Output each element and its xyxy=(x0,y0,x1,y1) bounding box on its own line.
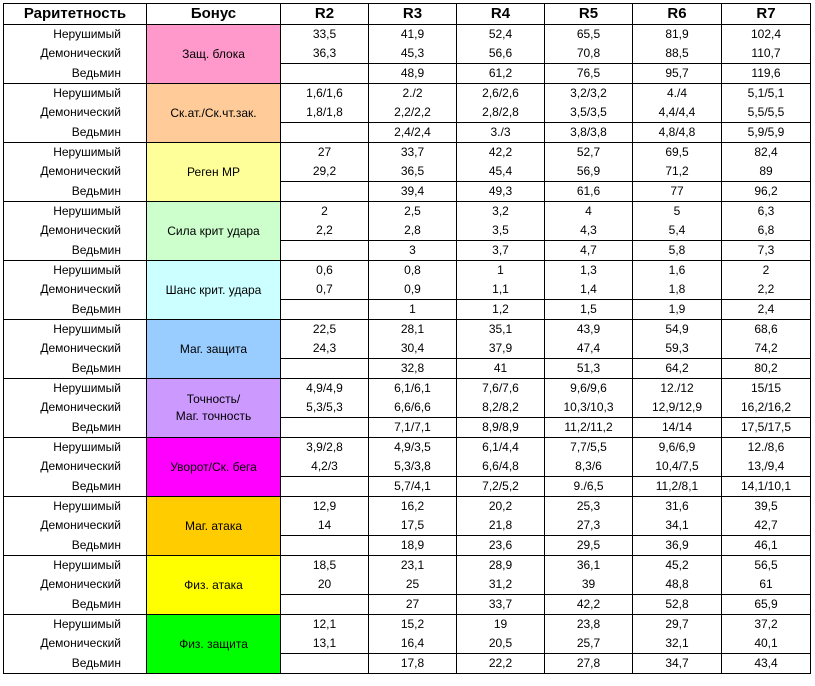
value-cell-r2 xyxy=(281,359,369,379)
value-cell-r4: 3./3 xyxy=(457,123,545,143)
value-cell-r3: 5,3/3,8 xyxy=(369,457,457,477)
value-cell-r2: 5,3/5,3 xyxy=(281,398,369,418)
value-cell-r2 xyxy=(281,123,369,143)
table-row xyxy=(4,359,811,379)
value-cell-r4: 1 xyxy=(457,261,545,281)
value-cell-r2 xyxy=(281,300,369,320)
value-cell-r2: 12,1 xyxy=(281,615,369,635)
table-row xyxy=(4,143,811,163)
value-cell-r3: 2,8 xyxy=(369,221,457,241)
rarity-cell: Ведьмин xyxy=(4,64,147,84)
value-cell-r7: 14,1/10,1 xyxy=(722,477,811,497)
value-cell-r7: 96,2 xyxy=(722,182,811,202)
rarity-cell: Ведьмин xyxy=(4,477,147,497)
value-cell-r6: 5,4 xyxy=(633,221,722,241)
value-cell-r3: 4,9/3,5 xyxy=(369,438,457,458)
value-cell-r2 xyxy=(281,654,369,674)
value-cell-r3: 6,6/6,6 xyxy=(369,398,457,418)
value-cell-r5: 4 xyxy=(545,202,633,222)
value-cell-r6: 34,7 xyxy=(633,654,722,674)
value-cell-r2: 2,2 xyxy=(281,221,369,241)
value-cell-r2: 20 xyxy=(281,575,369,595)
value-cell-r5: 47,4 xyxy=(545,339,633,359)
value-cell-r6: 54,9 xyxy=(633,320,722,340)
value-cell-r5: 4,7 xyxy=(545,241,633,261)
table-row xyxy=(4,497,811,517)
value-cell-r4: 22,2 xyxy=(457,654,545,674)
bonus-table xyxy=(3,3,811,674)
value-cell-r2 xyxy=(281,182,369,202)
header-r6: R6 xyxy=(633,4,722,25)
value-cell-r7: 102,4 xyxy=(722,25,811,45)
value-cell-r5: 23,8 xyxy=(545,615,633,635)
value-cell-r2 xyxy=(281,536,369,556)
value-cell-r7: 5,9/5,9 xyxy=(722,123,811,143)
value-cell-r4: 45,4 xyxy=(457,162,545,182)
table-row xyxy=(4,162,811,182)
table-row xyxy=(4,300,811,320)
rarity-cell: Демонический xyxy=(4,516,147,536)
value-cell-r4: 33,7 xyxy=(457,595,545,615)
value-cell-r4: 20,2 xyxy=(457,497,545,517)
value-cell-r2: 33,5 xyxy=(281,25,369,45)
value-cell-r4: 7,6/7,6 xyxy=(457,379,545,399)
value-cell-r4: 37,9 xyxy=(457,339,545,359)
value-cell-r3: 2,2/2,2 xyxy=(369,103,457,123)
value-cell-r2: 29,2 xyxy=(281,162,369,182)
value-cell-r3: 16,4 xyxy=(369,634,457,654)
value-cell-r6: 5,8 xyxy=(633,241,722,261)
value-cell-r7: 82,4 xyxy=(722,143,811,163)
value-cell-r4: 3,5 xyxy=(457,221,545,241)
value-cell-r6: 48,8 xyxy=(633,575,722,595)
value-cell-r7: 2,2 xyxy=(722,280,811,300)
value-cell-r3: 32,8 xyxy=(369,359,457,379)
value-cell-r6: 59,3 xyxy=(633,339,722,359)
value-cell-r3: 17,5 xyxy=(369,516,457,536)
rarity-cell: Демонический xyxy=(4,280,147,300)
value-cell-r2 xyxy=(281,418,369,438)
value-cell-r4: 8,9/8,9 xyxy=(457,418,545,438)
value-cell-r2 xyxy=(281,241,369,261)
rarity-cell: Демонический xyxy=(4,162,147,182)
value-cell-r6: 1,6 xyxy=(633,261,722,281)
value-cell-r7: 74,2 xyxy=(722,339,811,359)
header-r5: R5 xyxy=(545,4,633,25)
value-cell-r3: 39,4 xyxy=(369,182,457,202)
value-cell-r4: 31,2 xyxy=(457,575,545,595)
value-cell-r4: 61,2 xyxy=(457,64,545,84)
table-row xyxy=(4,634,811,654)
value-cell-r3: 0,8 xyxy=(369,261,457,281)
value-cell-r6: 34,1 xyxy=(633,516,722,536)
value-cell-r4: 49,3 xyxy=(457,182,545,202)
header-r3: R3 xyxy=(369,4,457,25)
value-cell-r4: 8,2/8,2 xyxy=(457,398,545,418)
value-cell-r3: 2,5 xyxy=(369,202,457,222)
rarity-cell: Нерушимый xyxy=(4,615,147,635)
rarity-cell: Демонический xyxy=(4,457,147,477)
rarity-cell: Ведьмин xyxy=(4,536,147,556)
rarity-cell: Нерушимый xyxy=(4,202,147,222)
table-row xyxy=(4,339,811,359)
rarity-cell: Ведьмин xyxy=(4,654,147,674)
table-row xyxy=(4,103,811,123)
value-cell-r4: 28,9 xyxy=(457,556,545,576)
header-row xyxy=(4,4,811,25)
value-cell-r7: 7,3 xyxy=(722,241,811,261)
value-cell-r3: 2,4/2,4 xyxy=(369,123,457,143)
value-cell-r5: 27,3 xyxy=(545,516,633,536)
bonus-cell: Ск.ат./Ск.чт.зак. xyxy=(147,84,281,143)
value-cell-r4: 20,5 xyxy=(457,634,545,654)
rarity-cell: Демонический xyxy=(4,575,147,595)
value-cell-r5: 36,1 xyxy=(545,556,633,576)
table-row xyxy=(4,44,811,64)
rarity-cell: Нерушимый xyxy=(4,261,147,281)
value-cell-r7: 61 xyxy=(722,575,811,595)
value-cell-r5: 76,5 xyxy=(545,64,633,84)
bonus-cell: Физ. атака xyxy=(147,556,281,615)
table-row xyxy=(4,398,811,418)
value-cell-r5: 9,6/9,6 xyxy=(545,379,633,399)
value-cell-r6: 4./4 xyxy=(633,84,722,104)
value-cell-r4: 56,6 xyxy=(457,44,545,64)
value-cell-r3: 33,7 xyxy=(369,143,457,163)
rarity-cell: Нерушимый xyxy=(4,379,147,399)
value-cell-r2: 24,3 xyxy=(281,339,369,359)
rarity-cell: Ведьмин xyxy=(4,359,147,379)
value-cell-r7: 80,2 xyxy=(722,359,811,379)
value-cell-r7: 5,1/5,1 xyxy=(722,84,811,104)
rarity-cell: Нерушимый xyxy=(4,438,147,458)
value-cell-r7: 2 xyxy=(722,261,811,281)
bonus-cell: Маг. защита xyxy=(147,320,281,379)
header-r2: R2 xyxy=(281,4,369,25)
value-cell-r4: 1,1 xyxy=(457,280,545,300)
value-cell-r5: 42,2 xyxy=(545,595,633,615)
value-cell-r5: 65,5 xyxy=(545,25,633,45)
table-row xyxy=(4,241,811,261)
rarity-cell: Ведьмин xyxy=(4,300,147,320)
value-cell-r4: 52,4 xyxy=(457,25,545,45)
value-cell-r7: 37,2 xyxy=(722,615,811,635)
value-cell-r3: 2./2 xyxy=(369,84,457,104)
table-row xyxy=(4,84,811,104)
rarity-cell: Демонический xyxy=(4,44,147,64)
value-cell-r7: 68,6 xyxy=(722,320,811,340)
header-r4: R4 xyxy=(457,4,545,25)
value-cell-r6: 32,1 xyxy=(633,634,722,654)
rarity-cell: Демонический xyxy=(4,339,147,359)
bonus-cell: Точность/ Маг. точность xyxy=(147,379,281,438)
value-cell-r4: 1,2 xyxy=(457,300,545,320)
header-rarity: Раритетность xyxy=(4,4,147,25)
value-cell-r3: 30,4 xyxy=(369,339,457,359)
value-cell-r2: 36,3 xyxy=(281,44,369,64)
value-cell-r4: 2,8/2,8 xyxy=(457,103,545,123)
value-cell-r4: 3,7 xyxy=(457,241,545,261)
table-body xyxy=(4,25,811,674)
value-cell-r6: 69,5 xyxy=(633,143,722,163)
value-cell-r2: 22,5 xyxy=(281,320,369,340)
rarity-cell: Нерушимый xyxy=(4,84,147,104)
table-row xyxy=(4,575,811,595)
value-cell-r5: 1,4 xyxy=(545,280,633,300)
value-cell-r7: 46,1 xyxy=(722,536,811,556)
value-cell-r3: 36,5 xyxy=(369,162,457,182)
value-cell-r3: 41,9 xyxy=(369,25,457,45)
rarity-cell: Нерушимый xyxy=(4,556,147,576)
table-row xyxy=(4,123,811,143)
bonus-cell: Сила крит удара xyxy=(147,202,281,261)
value-cell-r4: 23,6 xyxy=(457,536,545,556)
value-cell-r5: 1,5 xyxy=(545,300,633,320)
value-cell-r5: 1,3 xyxy=(545,261,633,281)
value-cell-r2: 18,5 xyxy=(281,556,369,576)
value-cell-r7: 6,8 xyxy=(722,221,811,241)
value-cell-r6: 36,9 xyxy=(633,536,722,556)
value-cell-r7: 17,5/17,5 xyxy=(722,418,811,438)
value-cell-r5: 25,3 xyxy=(545,497,633,517)
value-cell-r2: 1,8/1,8 xyxy=(281,103,369,123)
table-row xyxy=(4,379,811,399)
value-cell-r6: 1,9 xyxy=(633,300,722,320)
value-cell-r2: 14 xyxy=(281,516,369,536)
table-row xyxy=(4,202,811,222)
value-cell-r3: 28,1 xyxy=(369,320,457,340)
table-row xyxy=(4,457,811,477)
value-cell-r3: 3 xyxy=(369,241,457,261)
bonus-cell: Шанс крит. удара xyxy=(147,261,281,320)
table-row xyxy=(4,320,811,340)
rarity-cell: Ведьмин xyxy=(4,595,147,615)
table-row xyxy=(4,64,811,84)
value-cell-r5: 4,3 xyxy=(545,221,633,241)
value-cell-r7: 16,2/16,2 xyxy=(722,398,811,418)
value-cell-r6: 45,2 xyxy=(633,556,722,576)
rarity-cell: Демонический xyxy=(4,221,147,241)
rarity-cell: Нерушимый xyxy=(4,25,147,45)
value-cell-r3: 48,9 xyxy=(369,64,457,84)
value-cell-r7: 110,7 xyxy=(722,44,811,64)
table-row xyxy=(4,556,811,576)
value-cell-r3: 7,1/7,1 xyxy=(369,418,457,438)
value-cell-r5: 3,8/3,8 xyxy=(545,123,633,143)
bonus-cell: Реген МР xyxy=(147,143,281,202)
value-cell-r5: 70,8 xyxy=(545,44,633,64)
value-cell-r6: 10,4/7,5 xyxy=(633,457,722,477)
value-cell-r2: 13,1 xyxy=(281,634,369,654)
value-cell-r4: 42,2 xyxy=(457,143,545,163)
value-cell-r7: 42,7 xyxy=(722,516,811,536)
value-cell-r3: 5,7/4,1 xyxy=(369,477,457,497)
bonus-cell: Маг. атака xyxy=(147,497,281,556)
value-cell-r6: 5 xyxy=(633,202,722,222)
table-row xyxy=(4,654,811,674)
value-cell-r3: 1 xyxy=(369,300,457,320)
value-cell-r4: 21,8 xyxy=(457,516,545,536)
rarity-cell: Нерушимый xyxy=(4,320,147,340)
value-cell-r5: 7,7/5,5 xyxy=(545,438,633,458)
value-cell-r4: 7,2/5,2 xyxy=(457,477,545,497)
table-row xyxy=(4,615,811,635)
value-cell-r7: 12./8,6 xyxy=(722,438,811,458)
value-cell-r5: 52,7 xyxy=(545,143,633,163)
value-cell-r6: 88,5 xyxy=(633,44,722,64)
value-cell-r3: 45,3 xyxy=(369,44,457,64)
value-cell-r3: 0,9 xyxy=(369,280,457,300)
value-cell-r6: 12,9/12,9 xyxy=(633,398,722,418)
value-cell-r7: 56,5 xyxy=(722,556,811,576)
value-cell-r5: 10,3/10,3 xyxy=(545,398,633,418)
value-cell-r4: 3,2 xyxy=(457,202,545,222)
value-cell-r5: 61,6 xyxy=(545,182,633,202)
value-cell-r6: 4,8/4,8 xyxy=(633,123,722,143)
rarity-cell: Ведьмин xyxy=(4,182,147,202)
value-cell-r2: 27 xyxy=(281,143,369,163)
value-cell-r7: 65,9 xyxy=(722,595,811,615)
value-cell-r4: 19 xyxy=(457,615,545,635)
value-cell-r5: 27,8 xyxy=(545,654,633,674)
value-cell-r7: 40,1 xyxy=(722,634,811,654)
value-cell-r7: 2,4 xyxy=(722,300,811,320)
value-cell-r6: 29,7 xyxy=(633,615,722,635)
value-cell-r5: 3,5/3,5 xyxy=(545,103,633,123)
value-cell-r2: 3,9/2,8 xyxy=(281,438,369,458)
value-cell-r2 xyxy=(281,595,369,615)
value-cell-r5: 3,2/3,2 xyxy=(545,84,633,104)
table-row xyxy=(4,221,811,241)
table-row xyxy=(4,261,811,281)
value-cell-r6: 77 xyxy=(633,182,722,202)
value-cell-r6: 64,2 xyxy=(633,359,722,379)
table-row xyxy=(4,280,811,300)
value-cell-r7: 43,4 xyxy=(722,654,811,674)
value-cell-r2: 4,2/3 xyxy=(281,457,369,477)
value-cell-r7: 39,5 xyxy=(722,497,811,517)
bonus-cell: Уворот/Ск. бега xyxy=(147,438,281,497)
value-cell-r5: 25,7 xyxy=(545,634,633,654)
value-cell-r7: 89 xyxy=(722,162,811,182)
value-cell-r2 xyxy=(281,64,369,84)
table-row xyxy=(4,182,811,202)
value-cell-r3: 23,1 xyxy=(369,556,457,576)
value-cell-r6: 4,4/4,4 xyxy=(633,103,722,123)
value-cell-r2: 1,6/1,6 xyxy=(281,84,369,104)
value-cell-r6: 11,2/8,1 xyxy=(633,477,722,497)
value-cell-r2 xyxy=(281,477,369,497)
value-cell-r5: 51,3 xyxy=(545,359,633,379)
value-cell-r3: 16,2 xyxy=(369,497,457,517)
value-cell-r2: 2 xyxy=(281,202,369,222)
value-cell-r6: 12./12 xyxy=(633,379,722,399)
table-row xyxy=(4,516,811,536)
header-bonus: Бонус xyxy=(147,4,281,25)
value-cell-r5: 39 xyxy=(545,575,633,595)
value-cell-r4: 6,1/4,4 xyxy=(457,438,545,458)
table-row xyxy=(4,595,811,615)
value-cell-r2: 12,9 xyxy=(281,497,369,517)
value-cell-r5: 29,5 xyxy=(545,536,633,556)
value-cell-r7: 119,6 xyxy=(722,64,811,84)
value-cell-r5: 9./6,5 xyxy=(545,477,633,497)
value-cell-r5: 56,9 xyxy=(545,162,633,182)
table-row xyxy=(4,536,811,556)
value-cell-r6: 1,8 xyxy=(633,280,722,300)
value-cell-r3: 15,2 xyxy=(369,615,457,635)
value-cell-r6: 31,6 xyxy=(633,497,722,517)
value-cell-r4: 6,6/4,8 xyxy=(457,457,545,477)
rarity-cell: Демонический xyxy=(4,398,147,418)
value-cell-r4: 41 xyxy=(457,359,545,379)
value-cell-r5: 43,9 xyxy=(545,320,633,340)
value-cell-r2: 0,6 xyxy=(281,261,369,281)
table-row xyxy=(4,418,811,438)
rarity-cell: Нерушимый xyxy=(4,497,147,517)
value-cell-r3: 17,8 xyxy=(369,654,457,674)
value-cell-r4: 35,1 xyxy=(457,320,545,340)
value-cell-r2: 0,7 xyxy=(281,280,369,300)
rarity-cell: Ведьмин xyxy=(4,418,147,438)
value-cell-r5: 11,2/11,2 xyxy=(545,418,633,438)
value-cell-r5: 8,3/6 xyxy=(545,457,633,477)
value-cell-r3: 25 xyxy=(369,575,457,595)
value-cell-r6: 95,7 xyxy=(633,64,722,84)
bonus-cell: Защ. блока xyxy=(147,25,281,84)
rarity-cell: Ведьмин xyxy=(4,123,147,143)
rarity-cell: Ведьмин xyxy=(4,241,147,261)
header-r7: R7 xyxy=(722,4,811,25)
value-cell-r7: 6,3 xyxy=(722,202,811,222)
value-cell-r7: 13,/9,4 xyxy=(722,457,811,477)
value-cell-r6: 9,6/6,9 xyxy=(633,438,722,458)
rarity-cell: Демонический xyxy=(4,634,147,654)
value-cell-r7: 15/15 xyxy=(722,379,811,399)
value-cell-r3: 18,9 xyxy=(369,536,457,556)
value-cell-r6: 52,8 xyxy=(633,595,722,615)
value-cell-r6: 14/14 xyxy=(633,418,722,438)
value-cell-r3: 27 xyxy=(369,595,457,615)
bonus-cell: Физ. защита xyxy=(147,615,281,674)
rarity-cell: Демонический xyxy=(4,103,147,123)
value-cell-r3: 6,1/6,1 xyxy=(369,379,457,399)
value-cell-r6: 81,9 xyxy=(633,25,722,45)
value-cell-r2: 4,9/4,9 xyxy=(281,379,369,399)
table-row xyxy=(4,438,811,458)
value-cell-r7: 5,5/5,5 xyxy=(722,103,811,123)
value-cell-r6: 71,2 xyxy=(633,162,722,182)
rarity-cell: Нерушимый xyxy=(4,143,147,163)
value-cell-r4: 2,6/2,6 xyxy=(457,84,545,104)
table-row xyxy=(4,477,811,497)
table-row xyxy=(4,25,811,45)
